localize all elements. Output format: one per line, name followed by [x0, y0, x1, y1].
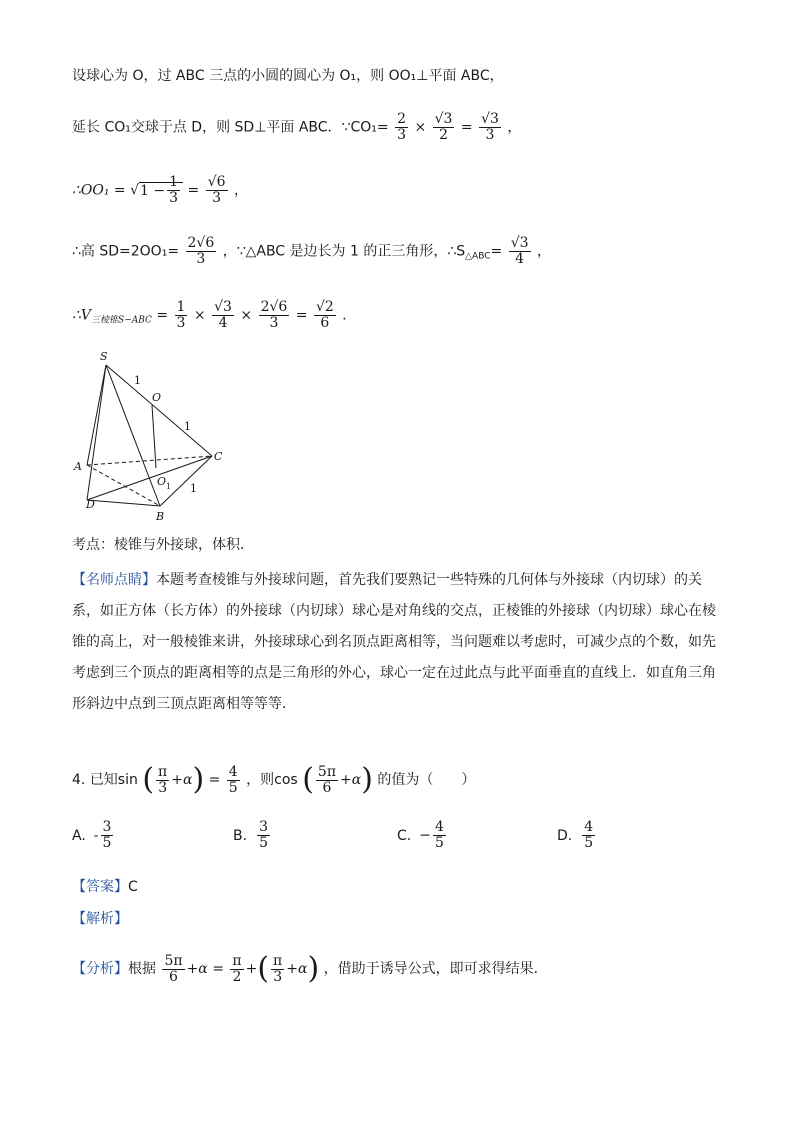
option-a: A. - $\frac{3}{5}$: [72, 819, 112, 851]
fraction: $\frac{√3}{4}$: [214, 299, 232, 331]
analysis-line: 【分析】根据 $\frac{5\pi}{6}$ +α = $\frac{\pi}{2}$ +( $\frac{\pi}{3}$ +α) ，借助于诱导公式，即可求得结果．: [72, 951, 548, 986]
edge-SC: [106, 365, 212, 456]
fraction: $\frac{4}{5}$: [228, 763, 238, 796]
edge-SA: [87, 365, 106, 465]
fraction: $\frac{√3}{4}$: [510, 235, 529, 267]
solution-line-3: ∴OO₁ = √1 − $\frac{1}{3}$ = $\frac{√6}{3}$ ，: [72, 174, 248, 206]
fraction: $\frac{√2}{6}$: [315, 299, 334, 331]
label-S: S: [100, 350, 108, 363]
label-O: O: [152, 391, 162, 404]
sqrt-expression: √1 − $\frac{1}{3}$: [130, 182, 183, 199]
label-O1: O: [157, 475, 167, 488]
edge-SD: [87, 365, 106, 500]
edge-AB-dashed: [87, 465, 160, 506]
fraction: $\frac{5\pi}{6}$: [317, 763, 337, 796]
solution-line-2: 延长 CO₁交球于点 D，则 SD⊥平面 ABC．∵CO₁= $\frac{2}{3}$ × $\frac{√3}{2}$ = $\frac{√3}{3}$ ，: [72, 111, 522, 143]
label-B: B: [156, 510, 165, 523]
question-4-stem: 4. 已知sin ( $\frac{\pi}{3}$ +α) = $\frac{4}{5}$ ，则cos ( $\frac{5\pi}{6}$ +α) 的值为（ ）: [72, 762, 476, 797]
pyramid-sphere-figure: [66, 348, 236, 524]
label-edge-3: 1: [190, 482, 197, 495]
fraction: $\frac{1}{3}$: [176, 299, 186, 331]
option-d: D. $\frac{4}{5}$: [557, 819, 594, 851]
fraction: $\frac{\pi}{3}$: [158, 763, 168, 796]
fraction: $\frac{\pi}{2}$: [232, 952, 242, 985]
edge-BC: [160, 456, 212, 506]
solution-line-4: ∴高 SD=2OO₁= $\frac{2√6}{3}$ ，∵△ABC 是边长为 1 的正三角形，$\therefore S_{\triangle ABC}=$ $\frac{√3}{4}$ ，: [72, 235, 551, 267]
answer-line: 【答案】C: [72, 879, 138, 895]
fraction: $\frac{5\pi}{6}$: [164, 952, 183, 985]
edge-AC-dashed: [87, 456, 212, 465]
fraction: $\frac{√3}{2}$: [434, 111, 453, 143]
analysis-heading: 【解析】: [72, 911, 128, 927]
fraction: $\frac{2√6}{3}$: [187, 235, 215, 267]
answer-value: C: [128, 879, 138, 895]
edge-DB: [87, 500, 160, 506]
edge-OO1: [152, 405, 156, 468]
label-D: D: [86, 498, 95, 511]
teacher-tip-paragraph: 【名师点睛】本题考查棱锥与外接球问题，首先我们要熟记一些特殊的几何体与外接球（内切球）的关系，如正方体（长方体）的外接球（内切球）球心是对角线的交点，正棱锥的外接球（内切球）球心在棱锥的高上，对一般棱锥来讲，外接球球心到名顶点距离相等，当问题难以考虑时，可减少点的个数，如先考虑到三个顶点的距离相等的点是三角形的外心，球心一定在过此点与此平面垂直的直线上．如直角三角形斜边中点到三顶点距离相等等等．: [72, 572, 716, 712]
label-O1-sub: 1: [166, 482, 172, 491]
fraction: $\frac{√3}{3}$: [481, 111, 499, 143]
fraction: $\frac{\pi}{3}$: [273, 952, 283, 985]
solution-line-5: $\therefore V_{三棱锥S-ABC}$ = $\frac{1}{3}$ × $\frac{√3}{4}$ × $\frac{2√6}{3}$ = $\frac{√2}{6}$ ．: [72, 299, 357, 331]
label-A: A: [74, 460, 82, 473]
fraction: $\frac{2√6}{3}$: [260, 299, 288, 331]
label-C: C: [214, 450, 223, 463]
option-b: B. $\frac{3}{5}$: [233, 819, 268, 851]
edge-SB: [106, 365, 160, 506]
option-c: C. − $\frac{4}{5}$: [397, 819, 444, 851]
fraction: $\frac{2}{3}$: [397, 111, 406, 143]
question-number: 4.: [72, 772, 86, 788]
label-edge-2: 1: [184, 420, 191, 433]
fraction: $\frac{√6}{3}$: [207, 174, 226, 206]
solution-line-1: 设球心为 O，过 ABC 三点的小圆的圆心为 O₁，则 OO₁⊥平面 ABC，: [72, 68, 504, 84]
kaodian-line: 考点：棱锥与外接球，体积．: [72, 537, 254, 553]
teacher-tip-tag: 【名师点睛】: [72, 572, 156, 588]
label-edge-1: 1: [134, 374, 141, 387]
